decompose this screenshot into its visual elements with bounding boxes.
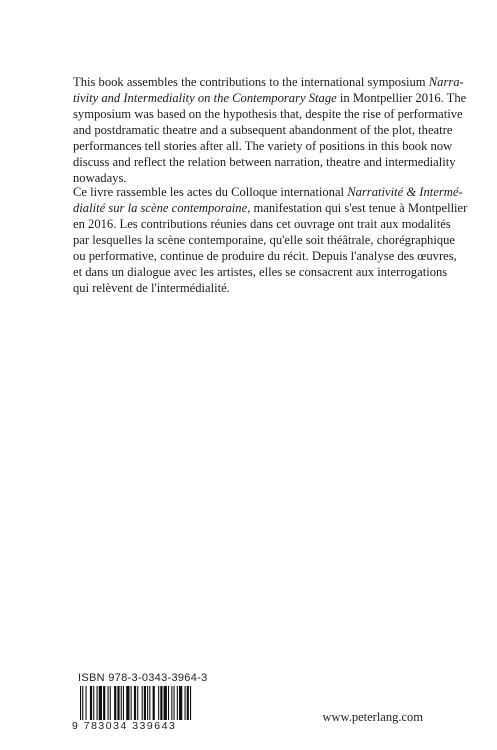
text-line: et dans un dialogue avec les artistes, elles se consacrent aux interrogations [73,265,448,279]
barcode-bar [190,686,191,720]
text-line: nowadays. [73,171,127,185]
text-line: par lesquelles la scène contemporaine, qu'elle soit théâtrale, chorégraphique [73,233,456,247]
italic-title: tivity and Intermediality on the Contemporary Stage [73,91,337,105]
barcode-bar [187,686,189,720]
publisher-website[interactable]: www.peterlang.com [322,710,423,724]
barcode-icon [72,686,242,722]
barcode-bar [110,686,111,720]
barcode-bar [82,686,83,720]
text-run: in Montpellier 2016. The [339,91,467,105]
barcode-bar [160,686,162,720]
text-line: qui relèvent de l'intermédialité. [73,281,230,295]
text-line: discuss and reflect the relation between narration, theatre and intermediality [73,155,456,169]
barcode-bar [103,686,105,720]
barcode-bar [86,686,87,720]
text-line: performances tell stories after all. The variety of positions in this book now [73,139,453,153]
isbn-number: ISBN 978-3-0343-3964-3 [78,672,208,684]
english-description [73,74,467,186]
text-line: symposium was based on the hypothesis that, despite the rise of performative [73,107,463,121]
barcode-bar [158,686,159,720]
barcode-bar [142,686,143,720]
barcode-bar [90,686,92,720]
barcode-bar [114,686,116,720]
barcode-bar [121,686,122,720]
french-description [73,184,468,296]
barcode-bar [153,686,155,720]
barcode-digits: 9 783034 339643 [72,720,177,732]
barcode-bar [134,686,136,720]
barcode-bar [174,686,175,720]
italic-title: Narra- [428,75,464,89]
barcode-bar [149,686,150,720]
text-run: , manifestation qui s'est tenue à Montpellier [247,201,468,215]
barcode-bar [147,686,148,720]
barcode-bar [137,686,138,720]
barcode-bar [168,686,169,720]
text-line: en 2016. Les contributions réunies dans cet ouvrage ont trait aux modalités [73,217,451,231]
text-line: and postdramatic theatre and a subsequent abandonment of the plot, theatre [73,123,453,137]
text-line [73,184,463,200]
barcode-bar [177,686,178,720]
barcode-bar [80,686,81,720]
text-line: ou performative, continue de produire du récit. Depuis l'analyse des œuvres, [73,249,457,263]
text-line [73,90,467,106]
barcode-bar [126,686,129,720]
text-line [73,74,464,90]
barcode-bar [93,686,94,720]
barcode-bar [99,686,102,720]
barcode-bar [117,686,119,720]
italic-title: dialité sur la scène contemporaine [73,201,248,215]
barcode-bar [171,686,172,720]
text-run: Ce livre rassemble les actes du Colloque international [73,185,345,199]
barcode-bar [179,686,182,720]
barcode-bar [123,686,124,720]
barcode-bar [164,686,167,720]
barcode-bar [97,686,98,720]
barcode-bar [144,686,146,720]
barcode-bar [108,686,109,720]
barcode-bar [131,686,132,720]
text-run: This book assembles the contributions to the international symposium [73,75,426,89]
isbn-barcode [72,672,242,734]
italic-title: Narrativité & Intermé- [347,185,463,199]
barcode-bar [185,686,186,720]
text-line [73,200,468,216]
